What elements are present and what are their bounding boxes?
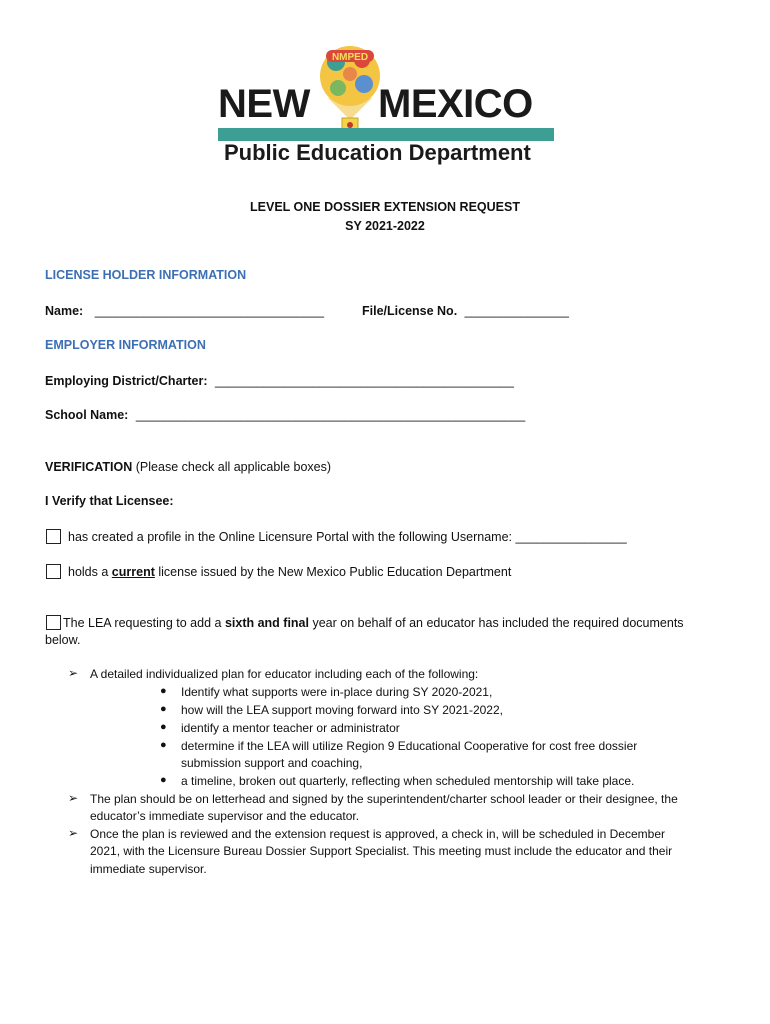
svg-text:NMPED: NMPED <box>331 52 369 63</box>
school-name-blank[interactable]: ________________________________________________________ <box>135 408 526 422</box>
file-license-label: File/License No. <box>362 304 458 318</box>
sixth-year-label-continued: below. <box>45 633 81 647</box>
sixth-year-text-post: year on behalf of an educator has included the required documents <box>312 616 684 630</box>
arrow-bullet-icon: ➢ <box>68 826 79 840</box>
file-license-blank[interactable]: _______________ <box>464 304 569 318</box>
bullet-icon: ● <box>160 703 167 715</box>
current-license-text-post: license issued by the New Mexico Public Education Department <box>158 565 512 579</box>
verification-label: VERIFICATION <box>45 460 133 474</box>
employing-district-field[interactable] <box>45 374 514 388</box>
name-blank[interactable]: _________________________________ <box>94 304 325 318</box>
employing-district-blank[interactable]: ___________________________________________ <box>215 374 514 388</box>
current-license-checkbox[interactable] <box>46 564 61 579</box>
bullet-icon: ● <box>160 739 167 751</box>
plan-item: identify a mentor teacher or administrator <box>181 721 400 735</box>
sixth-year-text-pre: The LEA requesting to add a <box>63 616 222 630</box>
requirement-check-in: Once the plan is reviewed and the extension request is approved, a check in, will be scheduled in December <box>90 827 665 841</box>
verification-instructions: (Please check all applicable boxes) <box>135 460 332 474</box>
requirement-check-in-continued: 2021, with the Licensure Bureau Dossier Support Specialist. This meeting must include the educator and their <box>90 844 673 858</box>
nmped-logo <box>218 40 554 170</box>
logo-subtitle: Public Education Department <box>224 140 531 165</box>
school-name-field[interactable] <box>45 408 525 422</box>
employing-district-label: Employing District/Charter: <box>45 374 208 388</box>
plan-item: determine if the LEA will utilize Region 9 Educational Cooperative for cost free dossier <box>181 739 638 753</box>
plan-item: Identify what supports were in-place during SY 2020-2021, <box>181 685 493 699</box>
arrow-bullet-icon: ➢ <box>68 666 79 680</box>
name-field[interactable] <box>45 304 324 318</box>
logo-word-mexico: MEXICO <box>378 82 533 126</box>
verify-licensee-label: I Verify that Licensee: <box>45 494 174 508</box>
document-title: LEVEL ONE DOSSIER EXTENSION REQUEST <box>250 200 520 214</box>
current-license-text-pre: holds a <box>68 565 109 579</box>
bullet-icon: ● <box>160 774 167 786</box>
employer-heading: EMPLOYER INFORMATION <box>45 338 206 352</box>
sixth-year-checkbox-label <box>63 616 684 630</box>
requirement-letterhead: The plan should be on letterhead and signed by the superintendent/charter school leader or their designee, the <box>90 792 678 806</box>
current-license-checkbox-label <box>68 565 511 579</box>
profile-checkbox-label: has created a profile in the Online Licensure Portal with the following Username: ________________ <box>68 530 627 544</box>
requirement-check-in-continued: immediate supervisor. <box>90 862 207 876</box>
plan-item: a timeline, broken out quarterly, reflecting when scheduled mentorship will take place. <box>181 774 635 788</box>
verification-heading <box>45 460 331 474</box>
current-license-emphasis: current <box>111 565 155 579</box>
file-license-field[interactable] <box>362 304 569 318</box>
requirement-plan: A detailed individualized plan for educator including each of the following: <box>90 667 479 681</box>
balloon-logo-icon <box>314 40 386 140</box>
license-holder-heading: LICENSE HOLDER INFORMATION <box>45 268 247 282</box>
school-name-label: School Name: <box>45 408 129 422</box>
plan-item: how will the LEA support moving forward into SY 2021-2022, <box>181 703 503 717</box>
arrow-bullet-icon: ➢ <box>68 791 79 805</box>
document-school-year: SY 2021-2022 <box>345 219 425 233</box>
plan-item-continued: submission support and coaching, <box>181 756 363 770</box>
name-label: Name: <box>45 304 84 318</box>
profile-checkbox[interactable] <box>46 529 61 544</box>
logo-word-new: NEW <box>218 82 310 126</box>
bullet-icon: ● <box>160 721 167 733</box>
sixth-year-checkbox[interactable] <box>46 615 61 630</box>
bullet-icon: ● <box>160 685 167 697</box>
sixth-year-emphasis: sixth and final <box>224 616 309 630</box>
requirement-letterhead-continued: educator’s immediate supervisor and the educator. <box>90 809 360 823</box>
